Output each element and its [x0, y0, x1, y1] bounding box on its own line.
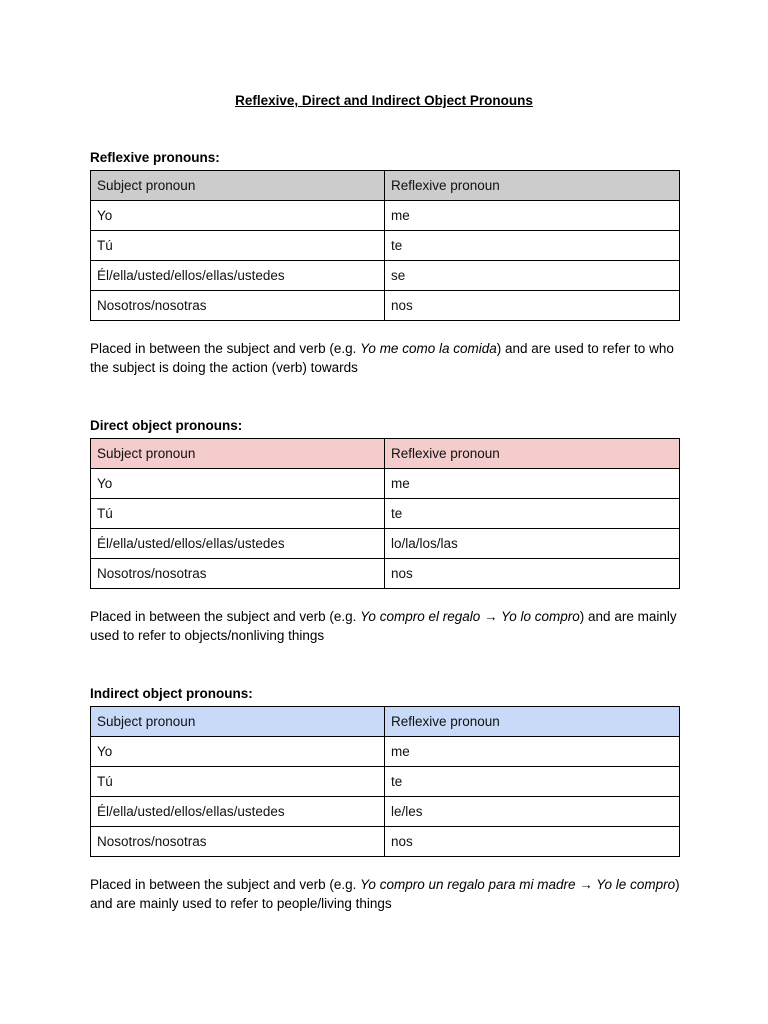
header-cell-pronoun: Reflexive pronoun [385, 707, 680, 737]
cell-subject: Él/ella/usted/ellos/ellas/ustedes [91, 529, 385, 559]
cell-pronoun: te [385, 499, 680, 529]
note-text: ) and are mainly used to refer to people/living things [90, 877, 680, 911]
note-example: Yo me como la comida [360, 341, 497, 356]
cell-pronoun: le/les [385, 797, 680, 827]
cell-pronoun: nos [385, 827, 680, 857]
table-row [91, 797, 680, 827]
header-cell-subject: Subject pronoun [91, 439, 385, 469]
table-row [91, 201, 680, 231]
table-row [91, 737, 680, 767]
cell-pronoun: me [385, 201, 680, 231]
cell-subject: Yo [91, 469, 385, 499]
cell-pronoun: te [385, 231, 680, 261]
cell-pronoun: nos [385, 559, 680, 589]
cell-pronoun: te [385, 767, 680, 797]
indirect-heading: Indirect object pronouns: [90, 686, 253, 701]
table-row [91, 291, 680, 321]
cell-subject: Él/ella/usted/ellos/ellas/ustedes [91, 261, 385, 291]
table-row [91, 499, 680, 529]
reflexive-table [90, 170, 680, 321]
table-header-row [91, 439, 680, 469]
header-cell-pronoun: Reflexive pronoun [385, 439, 680, 469]
direct-note [90, 607, 680, 645]
cell-pronoun: me [385, 469, 680, 499]
reflexive-note [90, 339, 680, 377]
table-row [91, 559, 680, 589]
note-example: Yo compro un regalo para mi madre → Yo le compro [360, 877, 676, 892]
cell-subject: Tú [91, 499, 385, 529]
cell-pronoun: se [385, 261, 680, 291]
cell-subject: Nosotros/nosotras [91, 291, 385, 321]
header-cell-pronoun: Reflexive pronoun [385, 171, 680, 201]
cell-subject: Tú [91, 231, 385, 261]
cell-subject: Yo [91, 737, 385, 767]
note-example: Yo compro el regalo → Yo lo compro [360, 609, 580, 624]
note-text: Placed in between the subject and verb (e.g. [90, 877, 361, 892]
indirect-note [90, 875, 680, 913]
table-row [91, 767, 680, 797]
table-row [91, 827, 680, 857]
cell-subject: Nosotros/nosotras [91, 827, 385, 857]
reflexive-section [90, 149, 680, 377]
header-cell-subject: Subject pronoun [91, 171, 385, 201]
reflexive-heading: Reflexive pronouns: [90, 150, 220, 165]
direct-heading: Direct object pronouns: [90, 418, 243, 433]
table-row [91, 469, 680, 499]
table-row [91, 231, 680, 261]
direct-section [90, 417, 680, 645]
cell-subject: Nosotros/nosotras [91, 559, 385, 589]
document-title: Reflexive, Direct and Indirect Object Pronouns [235, 93, 533, 108]
table-row [91, 529, 680, 559]
cell-subject: Tú [91, 767, 385, 797]
cell-pronoun: nos [385, 291, 680, 321]
note-text: ) and are used to refer to who the subject is doing the action (verb) towards [90, 341, 674, 375]
note-text: ) and are mainly used to refer to objects/nonliving things [90, 609, 677, 643]
cell-subject: Yo [91, 201, 385, 231]
table-row [91, 261, 680, 291]
table-header-row [91, 171, 680, 201]
cell-subject: Él/ella/usted/ellos/ellas/ustedes [91, 797, 385, 827]
header-cell-subject: Subject pronoun [91, 707, 385, 737]
cell-pronoun: me [385, 737, 680, 767]
note-text: Placed in between the subject and verb (e.g. [90, 609, 361, 624]
note-text: Placed in between the subject and verb (e.g. [90, 341, 361, 356]
direct-table [90, 438, 680, 589]
cell-pronoun: lo/la/los/las [385, 529, 680, 559]
table-header-row [91, 707, 680, 737]
indirect-section [90, 685, 680, 913]
indirect-table [90, 706, 680, 857]
